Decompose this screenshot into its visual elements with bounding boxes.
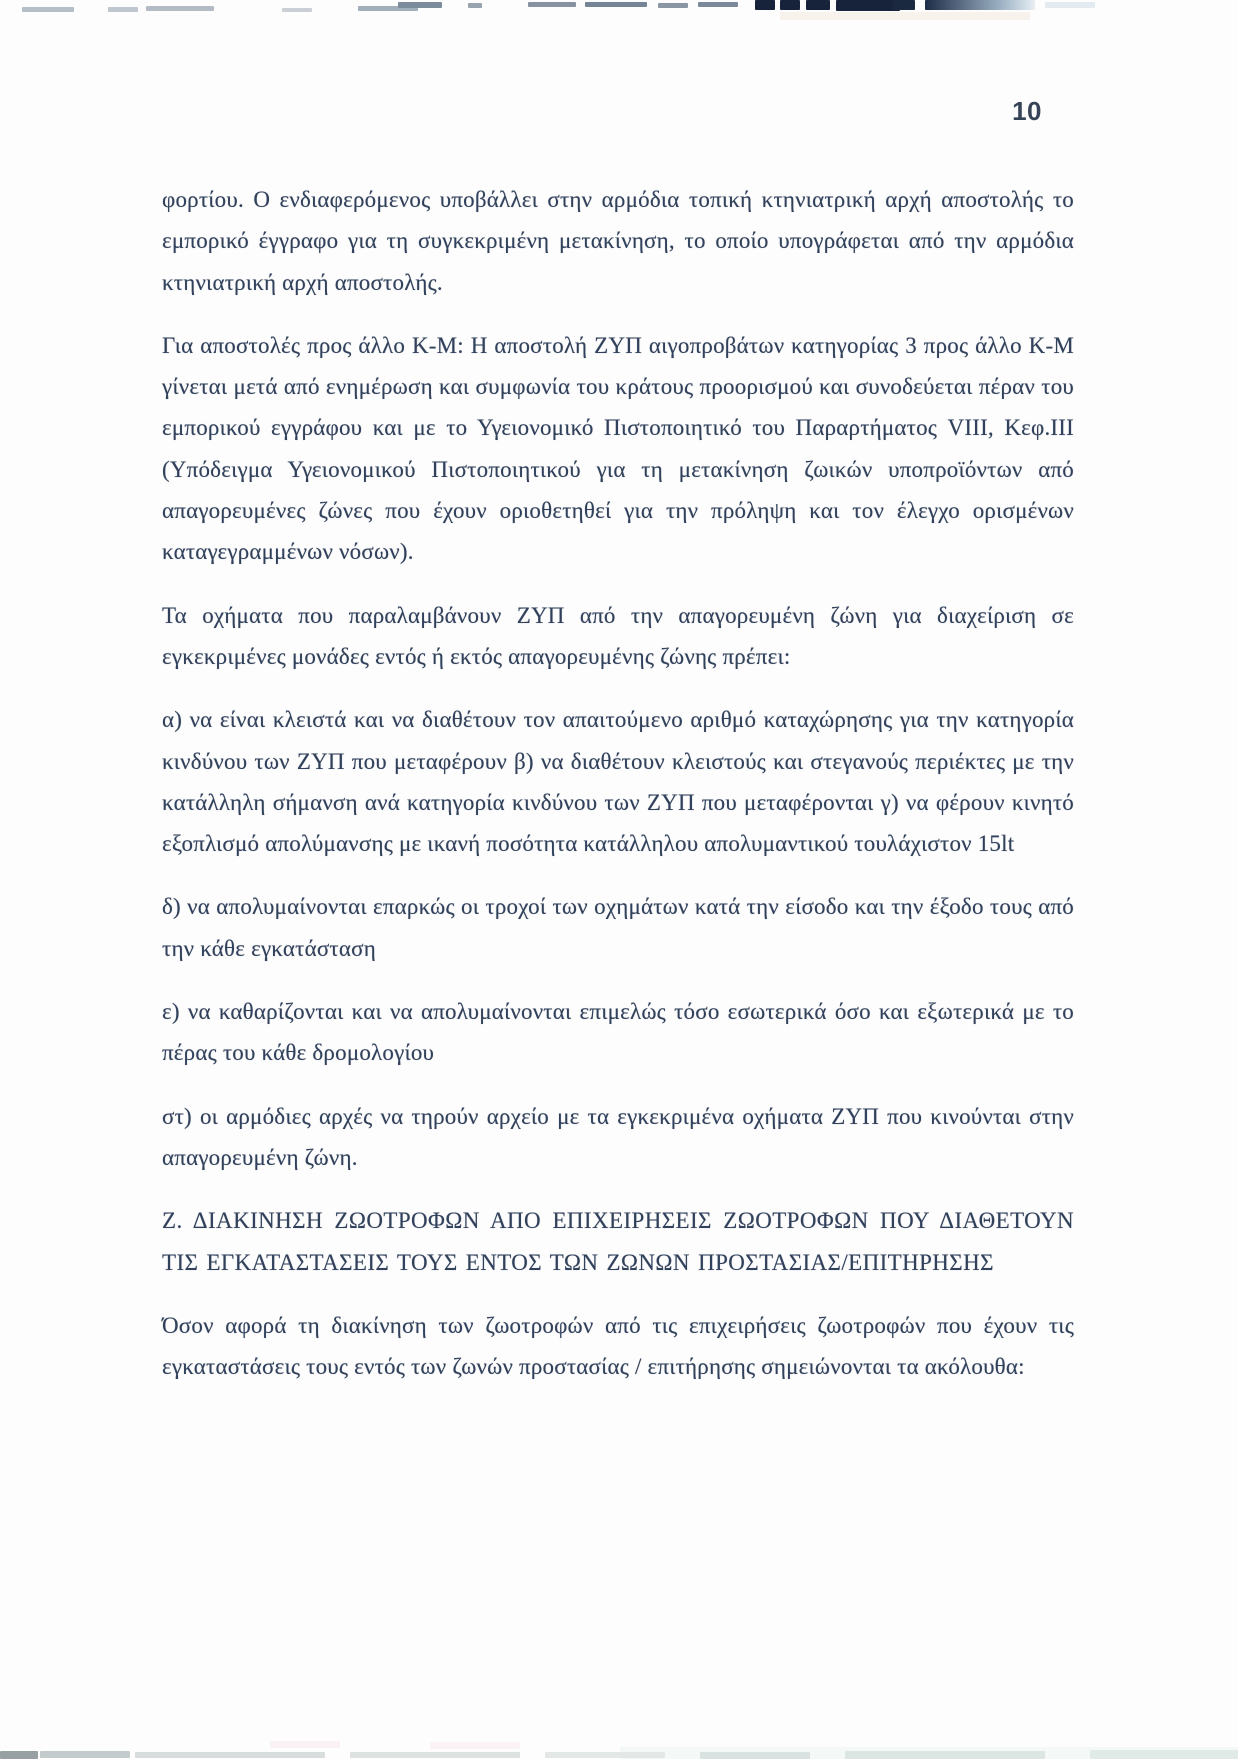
scan-mark: [350, 1752, 520, 1758]
paragraph-7: στ) οι αρμόδιες αρχές να τηρούν αρχείο με τα εγκεκριμένα οχήματα ΖΥΠ που κινούνται στην απαγορευμένη ζώνη.: [162, 1103, 1074, 1170]
scan-mark: [545, 1752, 665, 1758]
scan-mark: [398, 2, 442, 8]
scan-mark: [845, 1751, 1045, 1759]
section-heading: Ζ. ΔΙΑΚΙΝΗΣΗ ΖΩΟΤΡΟΦΩΝ ΑΠΟ ΕΠΙΧΕΙΡΗΣΕΙΣ ΖΩΟΤΡΟΦΩΝ ΠΟΥ ΔΙΑΘΕΤΟΥΝ ΤΙΣ ΕΓΚΑΤΑΣΤΑΣΕΙΣ ΤΟΥΣ ΕΝΤΟΣ ΤΩΝ ΖΩΝΩΝ ΠΡΟΣΤΑΣΙΑΣ/ΕΠΙΤΗΡΗΣΗΣ: [162, 1208, 1074, 1275]
scan-mark: [658, 3, 688, 8]
paragraph-4: α) να είναι κλειστά και να διαθέτουν τον απαιτούμενο αριθμό καταχώρησης για την κατηγορία κινδύνου των ΖΥΠ που μεταφέρουν β) να διαθέτουν κλειστούς και στεγανούς περιέκτες με την κατάλληλη σήμανση ανά κατηγορία κινδύνου των ΖΥΠ που μεταφέρονται γ) να φέρουν κινητό εξοπλισμό απολύμανσης με ικανή ποσότητα κατάλληλου απολυμαντικού τουλάχιστον 15lt: [162, 707, 1074, 857]
scan-mark: [698, 2, 738, 7]
scan-mark: [282, 8, 312, 12]
scan-mark: [270, 1741, 340, 1748]
scan-mark: [700, 1752, 810, 1759]
scan-mark: [0, 1751, 38, 1759]
scan-mark: [1090, 1750, 1238, 1759]
scan-mark: [755, 0, 775, 10]
paragraph-2: Για αποστολές προς άλλο Κ-Μ: Η αποστολή ΖΥΠ αιγοπροβάτων κατηγορίας 3 προς άλλο Κ-Μ γίνεται μετά από ενημέρωση και συμφωνία του κράτους προορισμού και συνοδεύεται πέραν του εμπορικού εγγράφου και με το Υγειονομικό Πιστοποιητικό του Παραρτήματος VIII, Κεφ.III (Υπόδειγμα Υγειονομικού Πιστοποιητικού για τη μετακίνηση ζωικών υποπροϊόντων από απαγορευμένες ζώνες που έχουν οριοθετηθεί για την πρόληψη και τον έλεγχο ορισμένων καταγεγραμμένων νόσων).: [162, 332, 1074, 565]
scan-mark: [40, 1751, 130, 1758]
scan-mark: [108, 7, 138, 12]
paragraph-5: δ) να απολυμαίνονται επαρκώς οι τροχοί των οχημάτων κατά την είσοδο και την έξοδο τους από την κάθε εγκατάσταση: [162, 894, 1074, 961]
scan-mark: [22, 7, 74, 12]
scan-mark: [836, 0, 900, 11]
scan-mark: [1045, 2, 1095, 8]
scan-mark: [585, 2, 647, 7]
page-number: 10: [1012, 96, 1042, 126]
scan-mark: [806, 0, 830, 10]
scan-mark: [780, 0, 800, 10]
scan-mark: [468, 3, 482, 8]
scan-mark: [893, 0, 915, 10]
scan-mark: [620, 1747, 1238, 1759]
scan-mark: [780, 12, 1030, 20]
paragraph-6: ε) να καθαρίζονται και να απολυμαίνονται επιμελώς τόσο εσωτερικά όσο και εξωτερικά με το πέρας του κάθε δρομολογίου: [162, 999, 1074, 1066]
paragraph-3: Τα οχήματα που παραλαμβάνουν ΖΥΠ από την απαγορευμένη ζώνη για διαχείριση σε εγκεκριμένες μονάδες εντός ή εκτός απαγορευμένης ζώνης πρέπει:: [162, 602, 1074, 669]
scan-mark: [358, 6, 418, 11]
scan-mark: [528, 2, 576, 7]
scan-mark: [146, 6, 214, 11]
document-text-block: [162, 179, 1074, 1387]
paragraph-8: Όσον αφορά τη διακίνηση των ζωοτροφών από τις επιχειρήσεις ζωοτροφών που έχουν τις εγκαταστάσεις τους εντός των ζωνών προστασίας / επιτήρησης σημειώνονται τα ακόλουθα:: [162, 1312, 1074, 1380]
scan-mark: [135, 1752, 325, 1758]
scan-mark: [430, 1742, 520, 1749]
scan-mark: [925, 0, 1035, 10]
paragraph-1: φορτίου. Ο ενδιαφερόμενος υποβάλλει στην αρμόδια τοπική κτηνιατρική αρχή αποστολής το εμπορικό έγγραφο για τη συγκεκριμένη μετακίνηση, το οποίο υπογράφεται από την αρμόδια κτηνιατρική αρχή αποστολής.: [162, 187, 1074, 295]
